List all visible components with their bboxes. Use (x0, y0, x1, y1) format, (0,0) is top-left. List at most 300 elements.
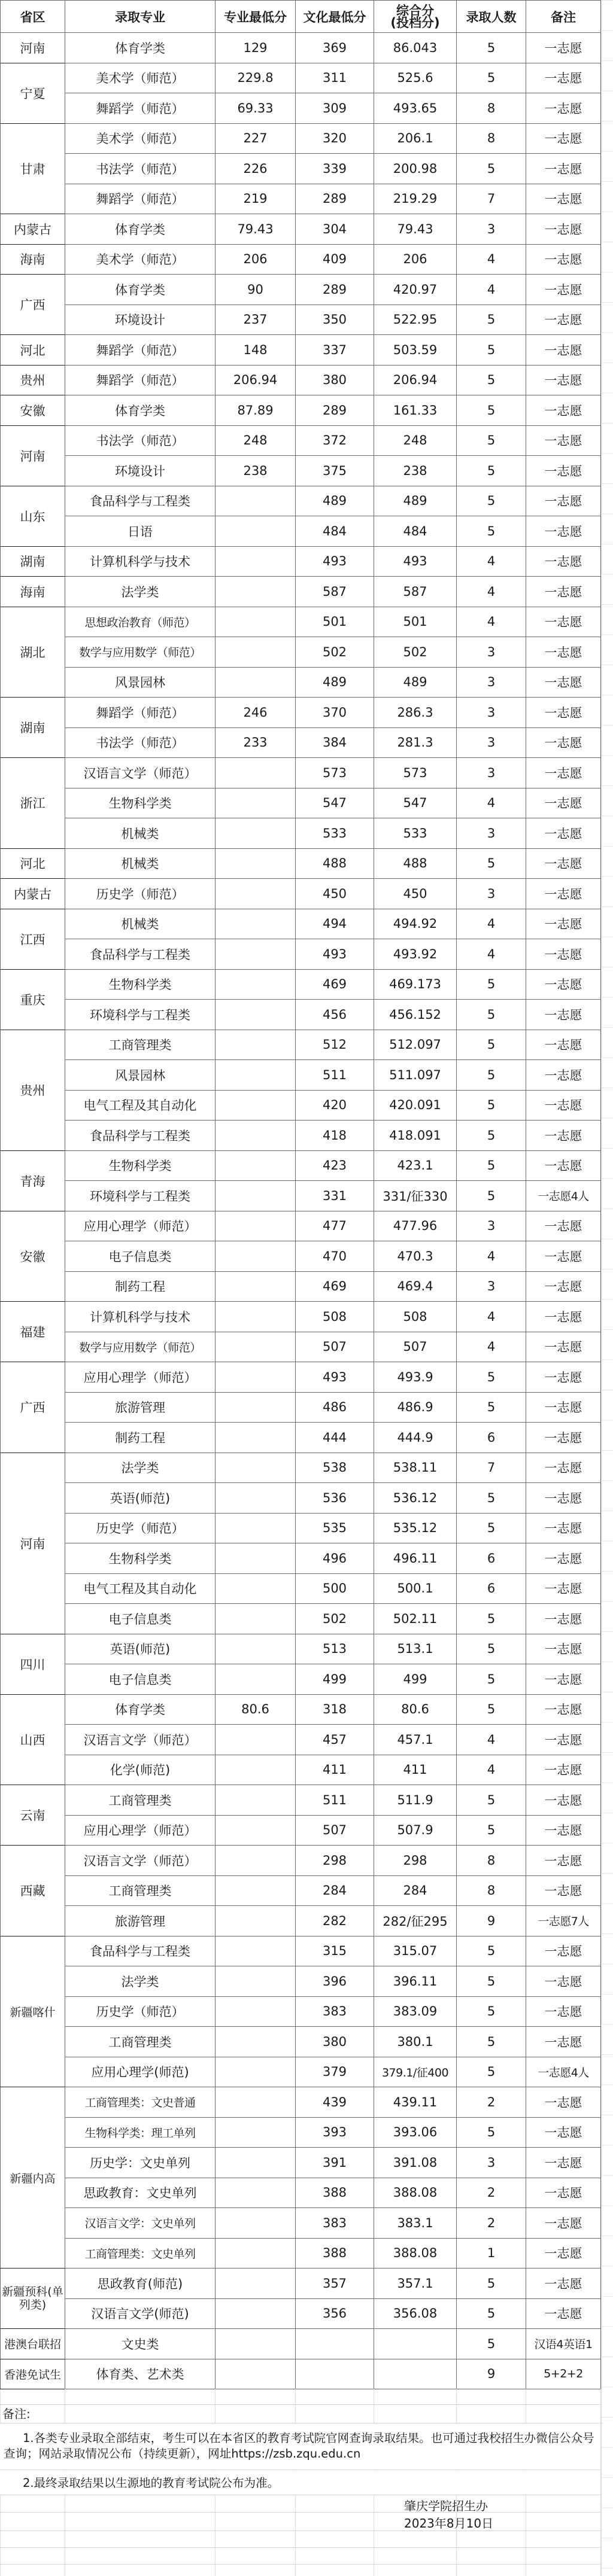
culture-min-score-cell: 456 (296, 1000, 374, 1030)
composite-score-cell: 493 (374, 546, 457, 577)
major-min-score-cell (216, 637, 296, 668)
remarks-cell: 一志愿 (526, 1000, 601, 1030)
admitted-count-cell: 6 (457, 1573, 526, 1604)
remarks-cell: 一志愿 (526, 1634, 601, 1664)
major-cell: 机械类 (65, 848, 216, 879)
composite-score-cell: 512.097 (374, 1030, 457, 1060)
composite-score-cell: 493.9 (374, 1362, 457, 1393)
major-min-score-cell: 227 (216, 123, 296, 154)
remarks-cell: 一志愿 (526, 1664, 601, 1695)
table-row (1, 818, 601, 849)
major-cell: 环境科学与工程类 (65, 1181, 216, 1211)
admitted-count-cell: 5 (457, 1664, 526, 1695)
culture-min-score-cell: 282 (296, 1906, 374, 1936)
culture-min-score-cell: 507 (296, 1815, 374, 1846)
culture-min-score-cell: 289 (296, 395, 374, 426)
culture-min-score-cell: 318 (296, 1694, 374, 1725)
culture-min-score-cell: 289 (296, 275, 374, 305)
table-row (1, 2027, 601, 2057)
composite-score-cell: 489 (374, 667, 457, 698)
empty-row (0, 2531, 600, 2548)
table-row (1, 1060, 601, 1091)
culture-min-score-cell: 309 (296, 93, 374, 124)
major-min-score-cell (216, 879, 296, 909)
table-row (1, 969, 601, 1000)
remarks-cell: 一志愿 (526, 637, 601, 668)
culture-min-score-cell: 493 (296, 939, 374, 970)
admitted-count-cell: 5 (457, 1604, 526, 1634)
composite-score-cell: 493.92 (374, 939, 457, 970)
table-row (1, 244, 601, 275)
table-row (1, 1906, 601, 1936)
admitted-count-cell: 4 (457, 1302, 526, 1332)
admitted-count-cell: 5 (457, 486, 526, 516)
major-cell: 美术学（师范） (65, 244, 216, 275)
culture-min-score-cell: 369 (296, 33, 374, 63)
major-cell: 思想政治教育（师范） (65, 607, 216, 637)
major-min-score-cell (216, 848, 296, 879)
remarks-cell: 一志愿 (526, 969, 601, 1000)
composite-score-cell: 489 (374, 486, 457, 516)
header-remarks: 备注 (526, 1, 601, 33)
composite-score-cell: 470.3 (374, 1241, 457, 1272)
province-cell: 甘肃 (1, 123, 65, 214)
culture-min-score-cell: 393 (296, 2117, 374, 2148)
major-cell: 工商管理类 (65, 2027, 216, 2057)
admitted-count-cell: 5 (457, 1694, 526, 1725)
culture-min-score-cell: 508 (296, 1302, 374, 1332)
major-cell: 美术学（师范） (65, 123, 216, 154)
major-min-score-cell (216, 577, 296, 607)
major-min-score-cell (216, 2087, 296, 2118)
admitted-count-cell: 4 (457, 1755, 526, 1785)
composite-score-cell: 525.6 (374, 63, 457, 93)
table-row (1, 1815, 601, 1846)
composite-score-cell: 315.07 (374, 1936, 457, 1966)
province-cell: 海南 (1, 244, 65, 275)
major-cell: 环境设计 (65, 456, 216, 486)
admitted-count-cell: 3 (457, 758, 526, 788)
remarks-cell: 5+2+2 (526, 2359, 601, 2389)
admitted-count-cell: 5 (457, 2269, 526, 2299)
remarks-cell: 一志愿 (526, 93, 601, 124)
table-row (1, 1936, 601, 1966)
culture-min-score-cell: 375 (296, 456, 374, 486)
major-cell: 风景园林 (65, 1060, 216, 1091)
major-min-score-cell (216, 1573, 296, 1604)
culture-min-score-cell: 511 (296, 1785, 374, 1816)
admitted-count-cell: 1 (457, 2238, 526, 2269)
table-row (1, 1996, 601, 2027)
header-composite-line2: (投档分) (390, 15, 440, 30)
remarks-cell: 一志愿4人 (526, 2057, 601, 2087)
table-row (1, 1664, 601, 1695)
major-min-score-cell (216, 667, 296, 698)
composite-score-cell: 298 (374, 1846, 457, 1876)
remarks-cell: 一志愿 (526, 2087, 601, 2118)
composite-score-cell: 533 (374, 818, 457, 849)
composite-score-cell: 380.1 (374, 2027, 457, 2057)
composite-score-cell: 281.3 (374, 727, 457, 758)
culture-min-score-cell: 383 (296, 2208, 374, 2239)
remarks-cell: 汉语4英语1 (526, 2329, 601, 2359)
composite-score-cell: 500.1 (374, 1573, 457, 1604)
major-cell: 应用心理学（师范） (65, 1211, 216, 1241)
major-min-score-cell (216, 1453, 296, 1483)
empty-row (0, 2548, 600, 2565)
table-row (1, 1090, 601, 1120)
culture-min-score-cell: 494 (296, 909, 374, 939)
major-min-score-cell (216, 1362, 296, 1393)
remarks-cell: 一志愿 (526, 1030, 601, 1060)
culture-min-score-cell: 502 (296, 1604, 374, 1634)
major-min-score-cell (216, 1120, 296, 1151)
province-cell: 新疆喀什 (1, 1936, 65, 2087)
culture-min-score-cell: 502 (296, 637, 374, 668)
culture-min-score-cell: 298 (296, 1846, 374, 1876)
admitted-count-cell: 9 (457, 1906, 526, 1936)
major-min-score-cell (216, 1000, 296, 1030)
composite-score-cell: 393.06 (374, 2117, 457, 2148)
admitted-count-cell: 5 (457, 1634, 526, 1664)
culture-min-score-cell: 350 (296, 305, 374, 335)
composite-score-cell: 547 (374, 788, 457, 818)
table-row (1, 1181, 601, 1211)
composite-score-cell: 484 (374, 516, 457, 547)
major-min-score-cell (216, 1332, 296, 1362)
province-cell: 云南 (1, 1785, 65, 1846)
header-composite-line1: 综合分 (396, 3, 434, 18)
major-cell: 汉语言文学（师范） (65, 1725, 216, 1755)
major-min-score-cell (216, 1060, 296, 1091)
composite-score-cell: 499 (374, 1664, 457, 1695)
major-min-score-cell (216, 1543, 296, 1574)
table-row (1, 1755, 601, 1785)
culture-min-score-cell: 388 (296, 2238, 374, 2269)
date-row (0, 2513, 600, 2531)
culture-min-score-cell: 339 (296, 154, 374, 184)
culture-min-score-cell: 311 (296, 63, 374, 93)
remarks-cell: 一志愿 (526, 1423, 601, 1453)
major-cell: 数学与应用数学（师范） (65, 1332, 216, 1362)
admitted-count-cell: 5 (457, 1060, 526, 1091)
table-row (1, 63, 601, 93)
major-min-score-cell (216, 2178, 296, 2208)
province-cell: 海南 (1, 577, 65, 607)
major-cell: 食品科学与工程类 (65, 939, 216, 970)
signature-row (0, 2496, 600, 2513)
composite-score-cell: 388.08 (374, 2238, 457, 2269)
major-cell: 历史学（师范） (65, 1513, 216, 1543)
table-row (1, 2238, 601, 2269)
table-row (1, 939, 601, 970)
admitted-count-cell: 4 (457, 1241, 526, 1272)
province-cell: 内蒙古 (1, 879, 65, 909)
composite-score-cell: 522.95 (374, 305, 457, 335)
major-cell: 舞蹈学（师范） (65, 698, 216, 728)
admitted-count-cell: 5 (457, 1120, 526, 1151)
major-cell: 体育学类 (65, 33, 216, 63)
table-row (1, 1000, 601, 1030)
major-cell: 食品科学与工程类 (65, 1120, 216, 1151)
remarks-cell: 一志愿 (526, 1725, 601, 1755)
culture-min-score-cell: 501 (296, 607, 374, 637)
culture-min-score-cell: 439 (296, 2087, 374, 2118)
table-row (1, 2148, 601, 2178)
province-cell: 重庆 (1, 969, 65, 1030)
admitted-count-cell: 5 (457, 1392, 526, 1423)
major-min-score-cell: 248 (216, 425, 296, 456)
table-row (1, 577, 601, 607)
composite-score-cell: 420.091 (374, 1090, 457, 1120)
remarks-cell: 一志愿 (526, 1271, 601, 1302)
table-row (1, 637, 601, 668)
major-cell: 应用心理学（师范） (65, 1362, 216, 1393)
major-min-score-cell: 148 (216, 335, 296, 366)
culture-min-score-cell: 372 (296, 425, 374, 456)
major-cell: 工商管理类 (65, 1875, 216, 1906)
remarks-cell: 一志愿 (526, 848, 601, 879)
major-cell: 电气工程及其自动化 (65, 1573, 216, 1604)
major-min-score-cell: 219 (216, 184, 296, 214)
composite-score-cell: 79.43 (374, 214, 457, 245)
remarks-cell: 一志愿 (526, 698, 601, 728)
culture-min-score-cell (296, 2329, 374, 2359)
header-major: 录取专业 (65, 1, 216, 33)
remarks-cell: 一志愿 (526, 275, 601, 305)
major-min-score-cell: 206 (216, 244, 296, 275)
remarks-cell: 一志愿 (526, 1453, 601, 1483)
province-cell: 内蒙古 (1, 214, 65, 245)
major-min-score-cell: 246 (216, 698, 296, 728)
remarks-cell: 一志愿 (526, 1513, 601, 1543)
major-min-score-cell: 80.6 (216, 1694, 296, 1725)
culture-min-score-cell: 383 (296, 1996, 374, 2027)
admitted-count-cell: 5 (457, 1181, 526, 1211)
culture-min-score-cell: 284 (296, 1875, 374, 1906)
remarks-cell: 一志愿 (526, 1785, 601, 1816)
province-cell: 贵州 (1, 365, 65, 395)
composite-score-cell: 200.98 (374, 154, 457, 184)
major-cell: 历史学：文史单列 (65, 2148, 216, 2178)
major-min-score-cell (216, 1846, 296, 1876)
admitted-count-cell: 3 (457, 727, 526, 758)
table-header-row (1, 1, 601, 33)
major-min-score-cell (216, 1090, 296, 1120)
remarks-cell: 一志愿 (526, 305, 601, 335)
culture-min-score-cell: 489 (296, 486, 374, 516)
remarks-cell: 一志愿 (526, 1543, 601, 1574)
culture-min-score-cell: 457 (296, 1725, 374, 1755)
table-row (1, 1030, 601, 1060)
major-cell: 电子信息类 (65, 1241, 216, 1272)
culture-min-score-cell: 337 (296, 335, 374, 366)
culture-min-score-cell: 535 (296, 1513, 374, 1543)
composite-score-cell: 493.65 (374, 93, 457, 124)
major-min-score-cell: 69.33 (216, 93, 296, 124)
major-cell: 化学(师范) (65, 1755, 216, 1785)
major-min-score-cell (216, 1150, 296, 1181)
major-min-score-cell: 79.43 (216, 214, 296, 245)
remarks-cell: 一志愿 (526, 1332, 601, 1362)
major-min-score-cell (216, 909, 296, 939)
major-cell: 工商管理类 (65, 1030, 216, 1060)
composite-score-cell: 206.94 (374, 365, 457, 395)
remarks-cell: 一志愿 (526, 395, 601, 426)
culture-min-score-cell: 533 (296, 818, 374, 849)
culture-min-score-cell: 536 (296, 1483, 374, 1514)
table-row (1, 2178, 601, 2208)
admitted-count-cell: 5 (457, 305, 526, 335)
admitted-count-cell: 3 (457, 1211, 526, 1241)
composite-score-cell: 423.1 (374, 1150, 457, 1181)
major-cell: 工商管理类：文史单列 (65, 2238, 216, 2269)
culture-min-score-cell: 396 (296, 1966, 374, 1997)
major-cell: 计算机科学与技术 (65, 546, 216, 577)
table-row (1, 607, 601, 637)
table-row (1, 365, 601, 395)
composite-score-cell: 535.12 (374, 1513, 457, 1543)
culture-min-score-cell: 512 (296, 1030, 374, 1060)
remarks-cell: 一志愿 (526, 939, 601, 970)
culture-min-score-cell: 538 (296, 1453, 374, 1483)
admitted-count-cell: 3 (457, 1271, 526, 1302)
major-min-score-cell (216, 2269, 296, 2299)
composite-score-cell: 411 (374, 1755, 457, 1785)
remarks-cell: 一志愿4人 (526, 1181, 601, 1211)
culture-min-score-cell (296, 2359, 374, 2389)
admitted-count-cell: 5 (457, 848, 526, 879)
culture-min-score-cell: 388 (296, 2178, 374, 2208)
remarks-cell: 一志愿 (526, 2178, 601, 2208)
culture-min-score-cell: 496 (296, 1543, 374, 1574)
composite-score-cell: 502.11 (374, 1604, 457, 1634)
header-major-min-score: 专业最低分 (216, 1, 296, 33)
composite-score-cell: 284 (374, 1875, 457, 1906)
major-min-score-cell (216, 2359, 296, 2389)
table-row (1, 1604, 601, 1634)
culture-min-score-cell: 444 (296, 1423, 374, 1453)
composite-score-cell: 282/征295 (374, 1906, 457, 1936)
remarks-cell: 一志愿7人 (526, 1906, 601, 1936)
major-cell: 书法学（师范） (65, 727, 216, 758)
major-cell: 生物科学类 (65, 969, 216, 1000)
major-cell: 数学与应用数学（师范） (65, 637, 216, 668)
major-min-score-cell: 226 (216, 154, 296, 184)
province-cell: 香港免试生 (1, 2359, 65, 2389)
table-row (1, 1694, 601, 1725)
major-cell: 舞蹈学（师范） (65, 93, 216, 124)
major-cell: 应用心理学（师范） (65, 1815, 216, 1846)
province-cell: 湖北 (1, 607, 65, 698)
remarks-cell: 一志愿 (526, 63, 601, 93)
remarks-cell: 一志愿 (526, 879, 601, 909)
culture-min-score-cell: 513 (296, 1634, 374, 1664)
admitted-count-cell: 8 (457, 123, 526, 154)
remarks-cell: 一志愿 (526, 516, 601, 547)
major-cell: 体育学类 (65, 395, 216, 426)
major-min-score-cell (216, 969, 296, 1000)
blank-row (0, 2389, 600, 2405)
composite-score-cell: 286.3 (374, 698, 457, 728)
culture-min-score-cell: 418 (296, 1120, 374, 1151)
major-cell: 舞蹈学（师范） (65, 335, 216, 366)
admitted-count-cell: 3 (457, 667, 526, 698)
table-row (1, 123, 601, 154)
admitted-count-cell: 4 (457, 546, 526, 577)
table-row (1, 184, 601, 214)
table-row (1, 154, 601, 184)
composite-score-cell: 383.1 (374, 2208, 457, 2239)
major-cell: 舞蹈学（师范） (65, 365, 216, 395)
culture-min-score-cell: 573 (296, 758, 374, 788)
composite-score-cell: 450 (374, 879, 457, 909)
admitted-count-cell: 5 (457, 395, 526, 426)
major-min-score-cell (216, 1634, 296, 1664)
admitted-count-cell: 4 (457, 1725, 526, 1755)
province-cell: 河北 (1, 335, 65, 366)
major-min-score-cell (216, 1815, 296, 1846)
admitted-count-cell: 5 (457, 1815, 526, 1846)
header-composite-score (374, 1, 457, 33)
table-row (1, 214, 601, 245)
culture-min-score-cell: 357 (296, 2269, 374, 2299)
remarks-cell: 一志愿 (526, 2117, 601, 2148)
major-cell: 法学类 (65, 577, 216, 607)
admitted-count-cell: 5 (457, 969, 526, 1000)
composite-score-cell (374, 2359, 457, 2389)
table-row (1, 1241, 601, 1272)
remarks-cell: 一志愿 (526, 1573, 601, 1604)
remarks-cell: 一志愿 (526, 1875, 601, 1906)
culture-min-score-cell: 469 (296, 1271, 374, 1302)
admitted-count-cell: 5 (457, 2117, 526, 2148)
remarks-cell: 一志愿 (526, 1241, 601, 1272)
remarks-cell: 一志愿 (526, 727, 601, 758)
major-min-score-cell: 90 (216, 275, 296, 305)
culture-min-score-cell: 370 (296, 698, 374, 728)
major-min-score-cell: 238 (216, 456, 296, 486)
province-cell: 河北 (1, 848, 65, 879)
major-min-score-cell (216, 1755, 296, 1785)
admitted-count-cell: 2 (457, 2178, 526, 2208)
composite-score-cell: 456.152 (374, 1000, 457, 1030)
table-row (1, 698, 601, 728)
major-cell: 风景园林 (65, 667, 216, 698)
major-min-score-cell (216, 1392, 296, 1423)
major-min-score-cell (216, 546, 296, 577)
major-min-score-cell (216, 2238, 296, 2269)
table-row (1, 2329, 601, 2359)
admitted-count-cell: 5 (457, 2027, 526, 2057)
table-row (1, 425, 601, 456)
composite-score-cell: 331/征330 (374, 1181, 457, 1211)
major-min-score-cell (216, 788, 296, 818)
province-cell: 青海 (1, 1150, 65, 1211)
admitted-count-cell: 4 (457, 275, 526, 305)
admitted-count-cell: 5 (457, 1966, 526, 1997)
table-row (1, 1846, 601, 1876)
table-row (1, 516, 601, 547)
admitted-count-cell: 5 (457, 1090, 526, 1120)
major-min-score-cell (216, 1483, 296, 1514)
remarks-cell: 一志愿 (526, 1815, 601, 1846)
composite-score-cell: 444.9 (374, 1423, 457, 1453)
admitted-count-cell: 5 (457, 516, 526, 547)
header-province: 省区 (1, 1, 65, 33)
culture-min-score-cell: 507 (296, 1332, 374, 1362)
remarks-cell: 一志愿 (526, 365, 601, 395)
